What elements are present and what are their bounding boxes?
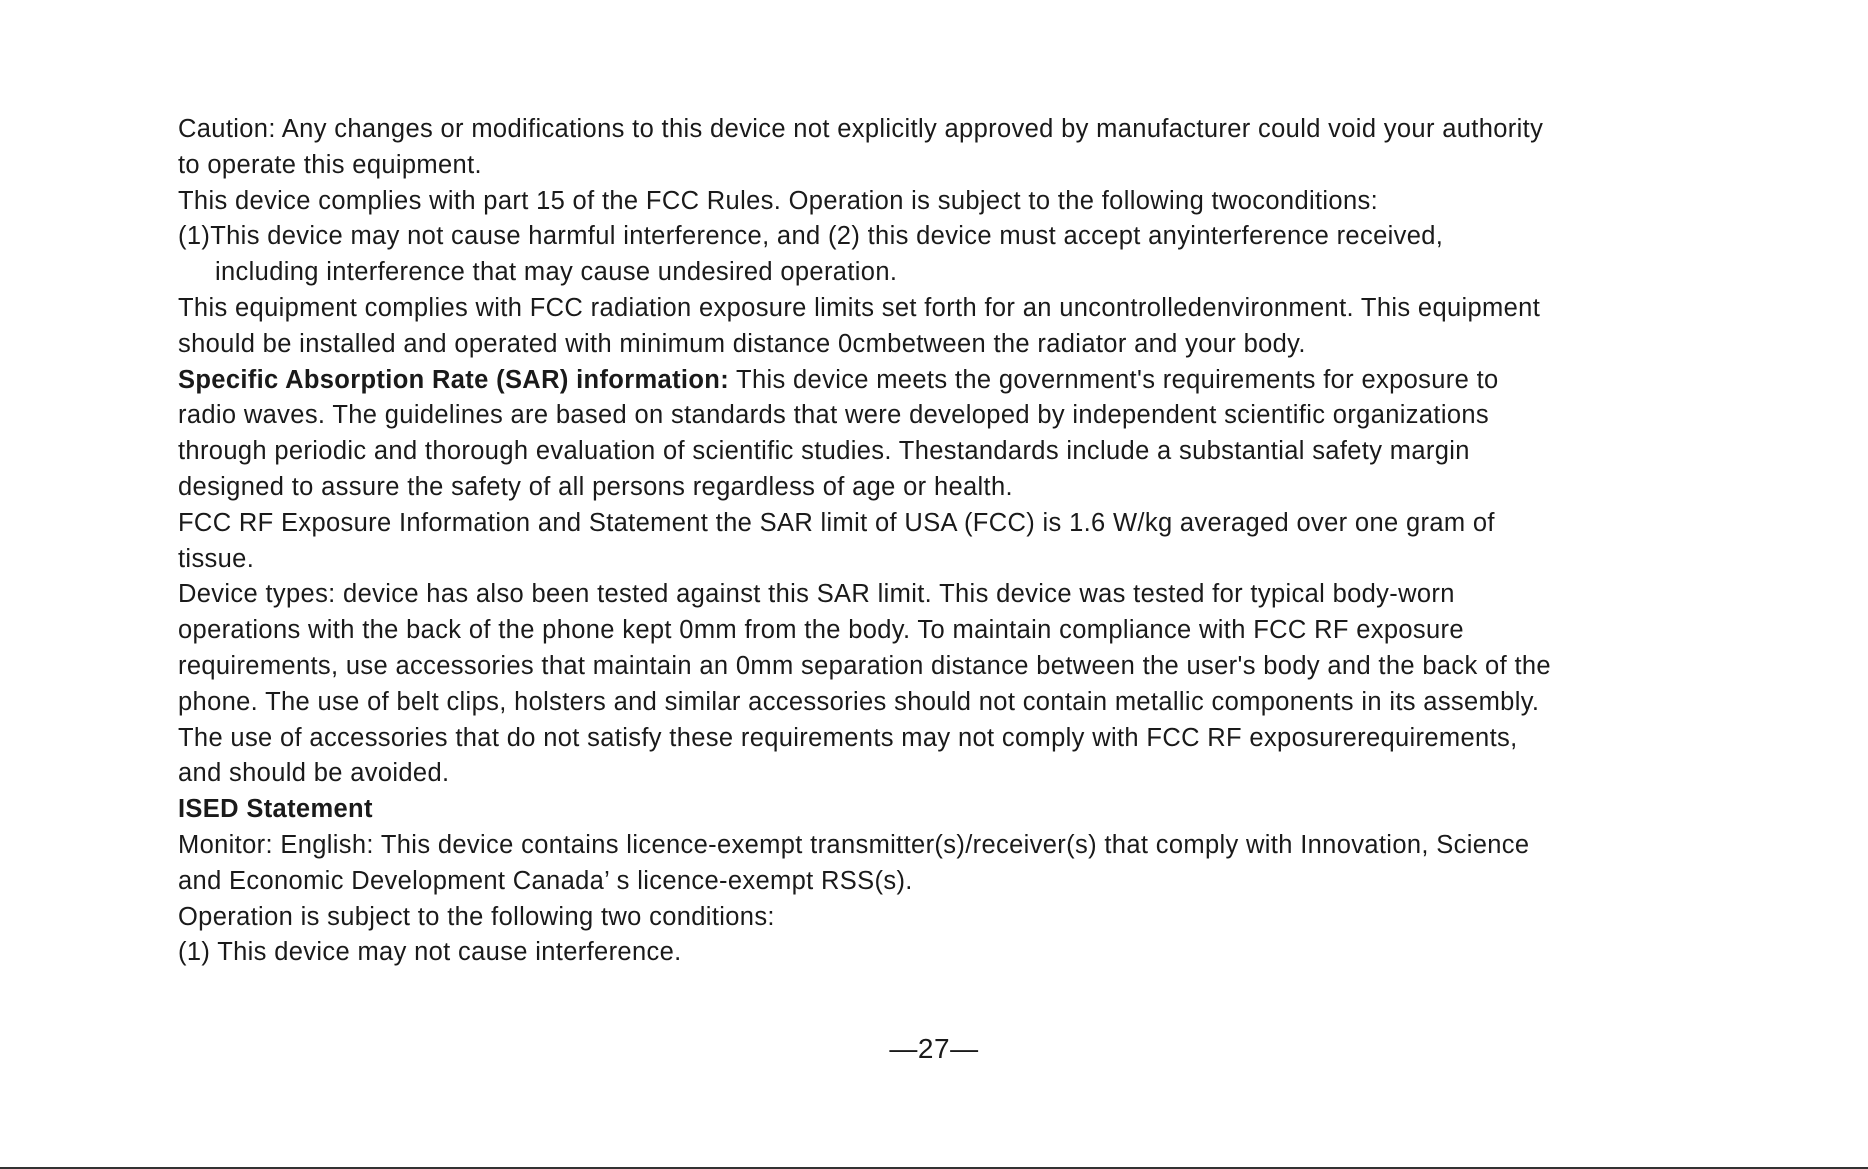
page-number: —27— (889, 1033, 979, 1064)
fcc-part15-paragraph (178, 184, 1718, 291)
text-line: phone. The use of belt clips, holsters and similar accessories should not contain metallic components in its assembly. (178, 687, 1540, 716)
text-line: (1) This device may not cause interference. (178, 938, 682, 967)
text-line: should be installed and operated with minimum distance 0cmbetween the radiator and your body. (178, 329, 1306, 358)
text-line: Device types: device has also been tested against this SAR limit. This device was tested for typical body-worn (178, 580, 1455, 609)
document-body (178, 112, 1718, 971)
text-line: radio waves. The guidelines are based on standards that were developed by independent scientific organizations (178, 401, 1490, 430)
text-line: This device complies with part 15 of the FCC Rules. Operation is subject to the following twoconditions: (178, 186, 1379, 215)
text-line: designed to assure the safety of all persons regardless of age or health. (178, 472, 1013, 501)
ised-heading: ISED Statement (178, 795, 373, 824)
sar-limit-paragraph (178, 506, 1718, 578)
text-line: including interference that may cause undesired operation. (215, 258, 898, 287)
text-line: Caution: Any changes or modifications to this device not explicitly approved by manufacturer could void your authority (178, 115, 1544, 143)
text-line: and Economic Development Canada’ s licence-exempt RSS(s). (178, 866, 913, 895)
radiation-exposure-paragraph (178, 291, 1718, 363)
sar-paragraph (178, 363, 1718, 506)
text-line: operations with the back of the phone kept 0mm from the body. To maintain compliance with FCC RF exposure (178, 616, 1464, 645)
ised-section (178, 792, 1718, 971)
text-line: through periodic and thorough evaluation of scientific studies. Thestandards include a substantial safety margin (178, 437, 1470, 466)
text-line: to operate this equipment. (178, 150, 482, 179)
text-line: Monitor: English: This device contains licence-exempt transmitter(s)/receiver(s) that comply with Innovation, Science (178, 830, 1530, 859)
caution-paragraph (178, 112, 1718, 184)
device-types-paragraph (178, 577, 1718, 792)
text-line: Operation is subject to the following two conditions: (178, 902, 775, 931)
text-line: FCC RF Exposure Information and Statement the SAR limit of USA (FCC) is 1.6 W/kg averaged over one gram of (178, 508, 1495, 537)
text-line: and should be avoided. (178, 759, 450, 788)
text-line: The use of accessories that do not satisfy these requirements may not comply with FCC RF exposurerequirements, (178, 723, 1518, 752)
text-line: (1)This device may not cause harmful interference, and (2) this device must accept anyinterference received, (178, 222, 1444, 251)
text-line: requirements, use accessories that maintain an 0mm separation distance between the user's body and the back of the (178, 651, 1551, 680)
text-line: This equipment complies with FCC radiation exposure limits set forth for an uncontrolledenvironment. This equipment (178, 293, 1541, 322)
text-line: tissue. (178, 544, 255, 573)
text-line (178, 363, 1718, 399)
sar-heading: Specific Absorption Rate (SAR) information: (178, 365, 730, 394)
sar-intro-text: This device meets the government's requirements for exposure to (729, 365, 1499, 394)
